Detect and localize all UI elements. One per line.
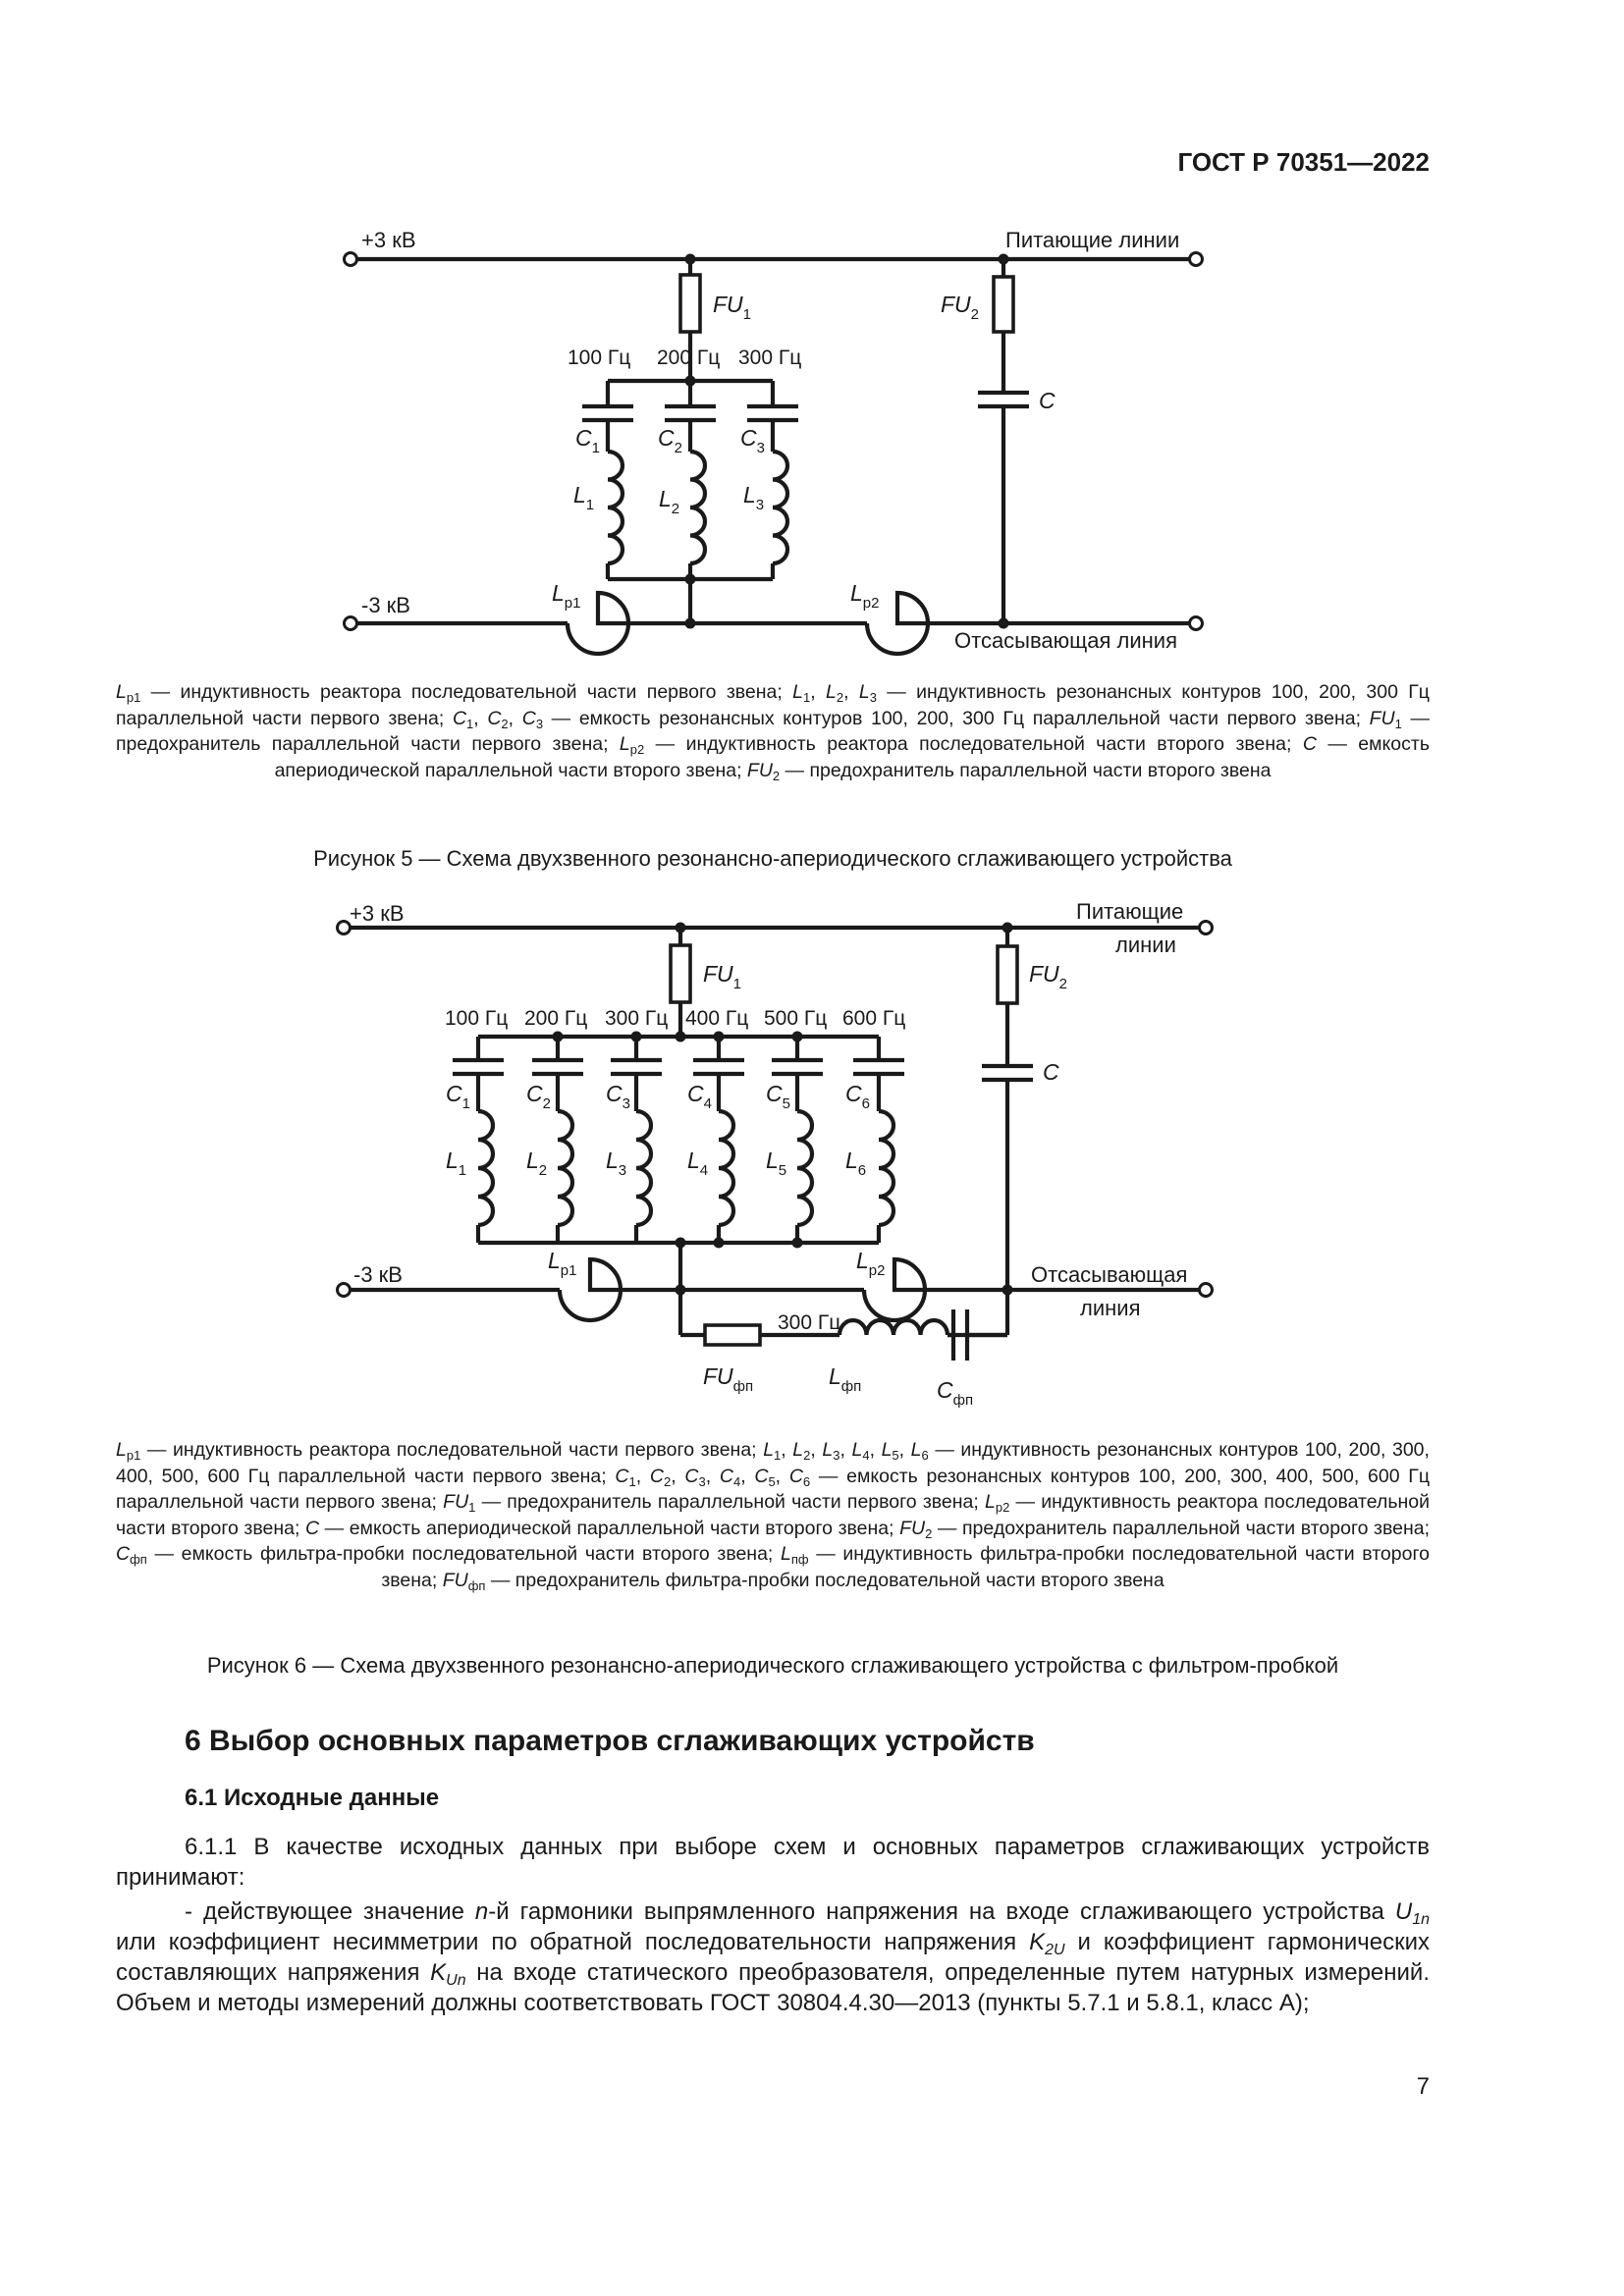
- label-c: C: [1039, 388, 1056, 413]
- label-l4: $L_4$: [687, 1148, 709, 1179]
- label-c6: $C_6$: [845, 1081, 870, 1112]
- figure-5-caption: Рисунок 5 — Схема двухзвенного резонансно-апериодического сглаживающего устройства: [313, 846, 1232, 871]
- label-lp2: $L_{р2}$: [856, 1248, 886, 1279]
- label-c: C: [1043, 1059, 1059, 1085]
- label-plus-3kv: +3 кВ: [361, 228, 416, 252]
- label-freq-200: 200 Гц: [524, 1007, 588, 1030]
- paragraph-6-1-1: 6.1.1 В качестве исходных данных при выборе схем и основных параметров сглаживающих устройств принимают:: [116, 1834, 1430, 1891]
- standard-code: ГОСТ Р 70351—2022: [1177, 147, 1430, 177]
- label-supply-lines-2: линии: [1115, 933, 1176, 957]
- label-l2: $L_2$: [659, 486, 680, 517]
- label-freq-100: 100 Гц: [568, 347, 631, 369]
- label-freq-300: 300 Гц: [605, 1007, 669, 1030]
- label-c1: $C_1$: [446, 1081, 470, 1112]
- label-fu2: $FU_2$: [1029, 961, 1068, 992]
- label-freq-300: 300 Гц: [738, 347, 802, 369]
- label-c-trap: $C_{фп}$: [937, 1377, 974, 1409]
- terminal-suction: [1200, 1284, 1213, 1297]
- label-suction-line-2: линия: [1080, 1296, 1141, 1320]
- label-supply-lines: Питающие линии: [1005, 228, 1180, 252]
- section-heading: 6 Выбор основных параметров сглаживающих устройств: [185, 1725, 1035, 1757]
- label-lp1: $L_{р1}$: [552, 580, 581, 612]
- label-l1: $L_1$: [573, 482, 595, 513]
- lc-branch-3: [611, 1037, 662, 1243]
- label-l3: $L_3$: [743, 482, 765, 513]
- label-lp2: $L_{р2}$: [850, 580, 880, 612]
- lc-branch-5: [772, 1037, 823, 1243]
- label-c4: $C_4$: [687, 1081, 712, 1112]
- node: [676, 1238, 686, 1249]
- label-freq-500: 500 Гц: [764, 1007, 828, 1030]
- label-c2: $C_2$: [526, 1081, 551, 1112]
- page-number: 7: [1416, 2073, 1430, 2100]
- label-c3: $C_3$: [606, 1081, 630, 1112]
- label-freq-200: 200 Гц: [657, 347, 721, 369]
- paragraph-input-data-item: - действующее значение n-й гармоники выпрямленного напряжения на входе сглаживающего устройства $U_{1n}$ или коэффициент несимметрии по обратной последовательности напряжения $K_{2U}$ и коэффициент гармонических составляющих напряжения $K_{Un}$ на входе статического преобразователя, определенные путем натурных измерений. Объем и методы измерений должны соответствовать ГОСТ 30804.4.30—2013 (пункты 5.7.1 и 5.8.1, класс А);: [116, 1898, 1431, 2016]
- label-fu1: $FU_1$: [703, 961, 742, 992]
- label-fu1: $FU_1$: [713, 292, 752, 323]
- terminal-plus: [338, 922, 351, 934]
- label-trap-freq: 300 Гц: [778, 1311, 841, 1334]
- label-minus-3kv: -3 кВ: [361, 593, 410, 617]
- label-fu2: $FU_2$: [941, 292, 980, 323]
- figure-6-legend: $L_{р1}$ — индуктивность реактора последовательной части первого звена; $L_1$, $L_2$, $L_3$, $L_4$, $L_5$, $L_6$ — индуктивность резонансных контуров 100, 200, 300, 400, 500, 600 Гц параллельной части первого звена; $C_1$, $C_2$, $C_3$, $C_4$, $C_5$, $C_6$ — емкость резонансных контуров 100, 200, 300, 400, 500, 600 Гц параллельной части первого звена; $FU_1$ — предохранитель параллельной части первого звена; $L_{р2}$ — индуктивность реактора последовательной части второго звена; C — емкость апериодической параллельной части второго звена; $FU_2$ — предохранитель параллельной части второго звена; $C_{фп}$ — емкость фильтра-пробки последовательной части второго звена; $L_{пф}$ — индуктивность фильтра-пробки последовательной части второго звена; $FU_{фп}$ — предохранитель фильтра-пробки последовательной части второго звена: [116, 1439, 1431, 1593]
- lc-branch-6: [853, 1037, 904, 1243]
- label-plus-3kv: +3 кВ: [350, 901, 405, 926]
- inductor-l-trap: [839, 1320, 947, 1335]
- figure-6-caption: Рисунок 6 — Схема двухзвенного резонансно-апериодического сглаживающего устройства с фильтром-пробкой: [206, 1653, 1339, 1678]
- label-lp1: $L_{р1}$: [548, 1248, 577, 1279]
- node: [1002, 1285, 1013, 1296]
- label-l3: $L_3$: [606, 1148, 627, 1179]
- label-c2: $C_2$: [658, 425, 682, 456]
- node: [714, 1238, 725, 1249]
- lc-branch-1: [453, 1037, 504, 1243]
- trap-filter: [680, 1309, 1007, 1361]
- terminal-minus: [338, 1284, 351, 1297]
- fuse-fu2: [998, 946, 1017, 1003]
- label-suction-line-1: Отсасывающая: [1031, 1262, 1188, 1287]
- node: [676, 1285, 686, 1296]
- fuse-fu1: [671, 945, 690, 1002]
- terminal-supply: [1200, 922, 1213, 934]
- fuse-fu-trap: [705, 1325, 760, 1345]
- label-minus-3kv: -3 кВ: [353, 1262, 403, 1287]
- label-c3: $C_3$: [740, 425, 765, 456]
- node: [676, 1032, 686, 1042]
- label-freq-600: 600 Гц: [842, 1007, 906, 1030]
- label-suction-line: Отсасывающая линия: [954, 628, 1178, 653]
- lc-branch-2: [532, 1037, 583, 1243]
- subsection-heading: 6.1 Исходные данные: [185, 1785, 440, 1811]
- label-l5: $L_5$: [766, 1148, 787, 1179]
- label-freq-400: 400 Гц: [685, 1007, 749, 1030]
- node: [792, 1238, 803, 1249]
- label-supply-lines-1: Питающие: [1076, 899, 1184, 924]
- label-l1: $L_1$: [446, 1148, 467, 1179]
- lc-branch-4: [693, 1037, 744, 1243]
- label-c5: $C_5$: [766, 1081, 790, 1112]
- label-freq-100: 100 Гц: [445, 1007, 509, 1030]
- label-l6: $L_6$: [845, 1148, 867, 1179]
- label-l-trap: $L_{фп}$: [829, 1363, 862, 1395]
- label-fu-trap: $FU_{фп}$: [703, 1363, 754, 1395]
- figure-5-legend: $L_{р1}$ — индуктивность реактора последовательной части первого звена; $L_1$, $L_2$, $L_3$ — индуктивность резонансных контуров 100, 200, 300 Гц параллельной части первого звена; $C_1$, $C_2$, $C_3$ — емкость резонансных контуров 100, 200, 300 Гц параллельной части первого звена; $FU_1$ — предохранитель параллельной части первого звена; $L_{р2}$ — индуктивность реактора последовательной части второго звена; C — емкость апериодической параллельной части второго звена; $FU_2$ — предохранитель параллельной части второго звена: [116, 681, 1431, 783]
- label-l2: $L_2$: [526, 1148, 548, 1179]
- label-c1: $C_1$: [575, 425, 600, 456]
